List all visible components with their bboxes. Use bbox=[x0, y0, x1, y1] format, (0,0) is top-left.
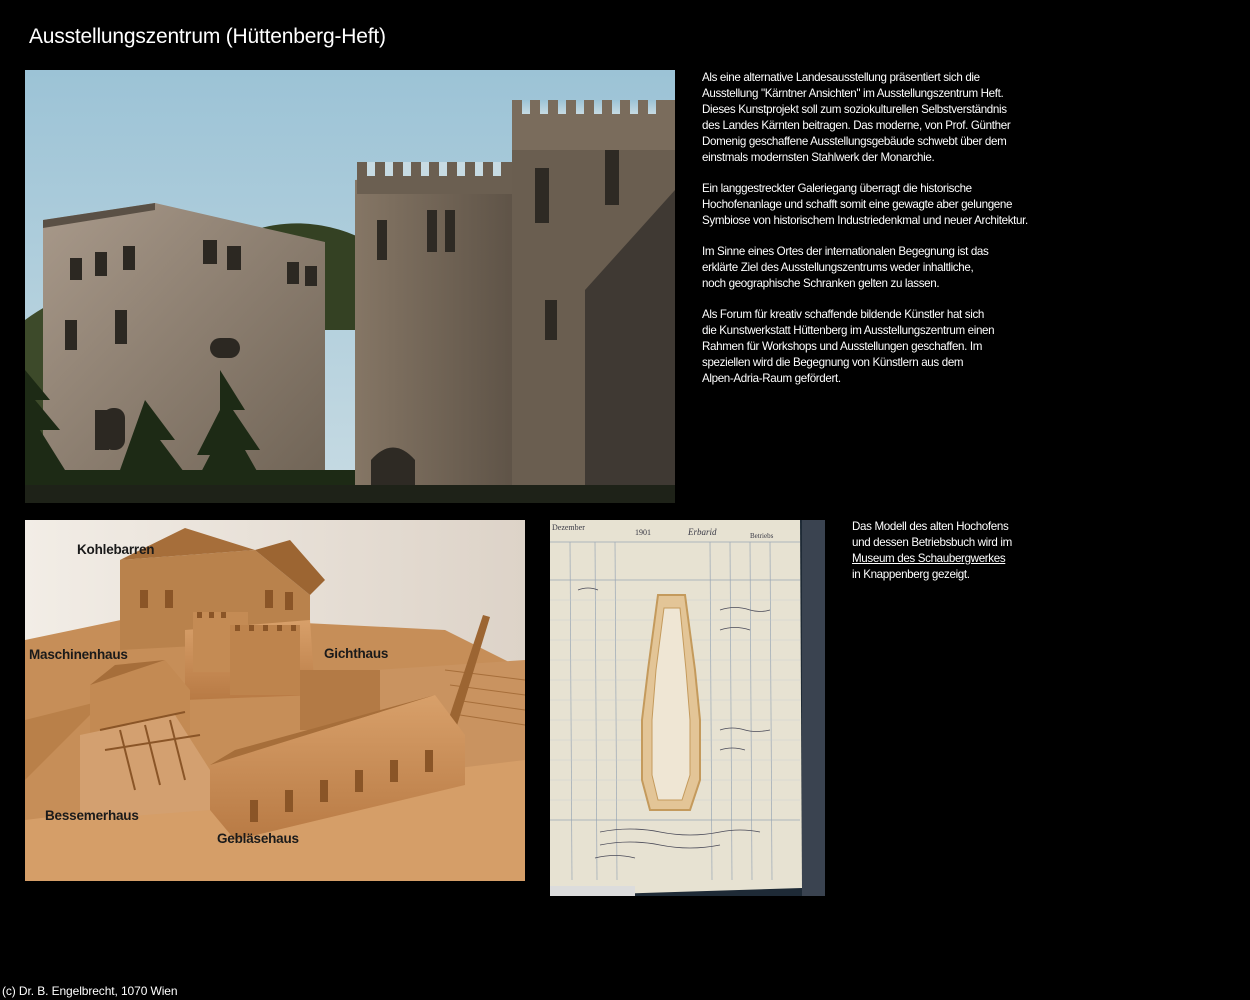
text-line: erklärte Ziel des Ausstellungszentrums weder inhaltliche, bbox=[702, 261, 974, 274]
paragraph bbox=[702, 307, 1082, 387]
text-line: die Kunstwerkstatt Hüttenberg im Ausstellungszentrum einen bbox=[702, 324, 995, 337]
page-title: Ausstellungszentrum (Hüttenberg-Heft) bbox=[29, 25, 386, 48]
museum-link[interactable]: Museum des Schaubergwerkes bbox=[852, 552, 1006, 565]
photo-hochofen-model bbox=[25, 520, 525, 881]
text-line: Im Sinne eines Ortes der internationalen Begegnung ist das bbox=[702, 245, 989, 258]
text-line: Hochofenanlage und schafft somit eine gewagte aber gelungene bbox=[702, 198, 1013, 211]
text-line: Symbiose von historischem Industriedenkmal und neuer Architektur. bbox=[702, 214, 1028, 227]
text-line: noch geographische Schranken gelten zu lassen. bbox=[702, 277, 940, 290]
copyright-footer: (c) Dr. B. Engelbrecht, 1070 Wien bbox=[2, 984, 178, 998]
text-line: Domenig geschaffene Ausstellungsgebäude schwebt über dem bbox=[702, 135, 1007, 148]
caption-line: und dessen Betriebsbuch wird im bbox=[852, 536, 1012, 549]
text-line: Dieses Kunstprojekt soll zum soziokulturellen Selbstverständnis bbox=[702, 103, 1007, 116]
model-caption bbox=[852, 519, 1072, 583]
caption-line: Das Modell des alten Hochofens bbox=[852, 520, 1009, 533]
text-line: Ausstellung "Kärntner Ansichten" im Ausstellungszentrum Heft. bbox=[702, 87, 1004, 100]
text-line: Alpen-Adria-Raum gefördert. bbox=[702, 372, 841, 385]
book-header-title: Erbarid bbox=[688, 527, 717, 537]
caption-line: in Knappenberg gezeigt. bbox=[852, 568, 970, 581]
label-kohlebarren: Kohlebarren bbox=[77, 542, 155, 557]
label-maschinenhaus: Maschinenhaus bbox=[29, 647, 128, 662]
paragraph bbox=[702, 70, 1082, 166]
text-line: Als Forum für kreativ schaffende bildende Künstler hat sich bbox=[702, 308, 985, 321]
text-line: speziellen wird die Begegnung von Künstlern aus dem bbox=[702, 356, 964, 369]
text-line: einstmals modernsten Stahlwerk der Monarchie. bbox=[702, 151, 935, 164]
text-line: Als eine alternative Landesausstellung präsentiert sich die bbox=[702, 71, 980, 84]
text-line: des Landes Kärnten beitragen. Das moderne, von Prof. Günther bbox=[702, 119, 1011, 132]
description-text bbox=[702, 70, 1082, 402]
label-gichthaus: Gichthaus bbox=[324, 646, 389, 661]
photo-betriebsbuch bbox=[550, 520, 825, 896]
book-header-month: Dezember bbox=[552, 523, 585, 532]
book-header-right: Betriebs bbox=[750, 532, 774, 540]
paragraph bbox=[702, 181, 1082, 229]
paragraph bbox=[702, 244, 1082, 292]
text-line: Rahmen für Workshops und Ausstellungen geschaffen. Im bbox=[702, 340, 983, 353]
photo-hochofen-ruins bbox=[25, 70, 675, 503]
text-line: Ein langgestreckter Galeriegang überragt die historische bbox=[702, 182, 972, 195]
label-geblaesehaus: Gebläsehaus bbox=[217, 831, 299, 846]
book-header-year: 1901 bbox=[635, 528, 651, 537]
label-bessemerhaus: Bessemerhaus bbox=[45, 808, 139, 823]
